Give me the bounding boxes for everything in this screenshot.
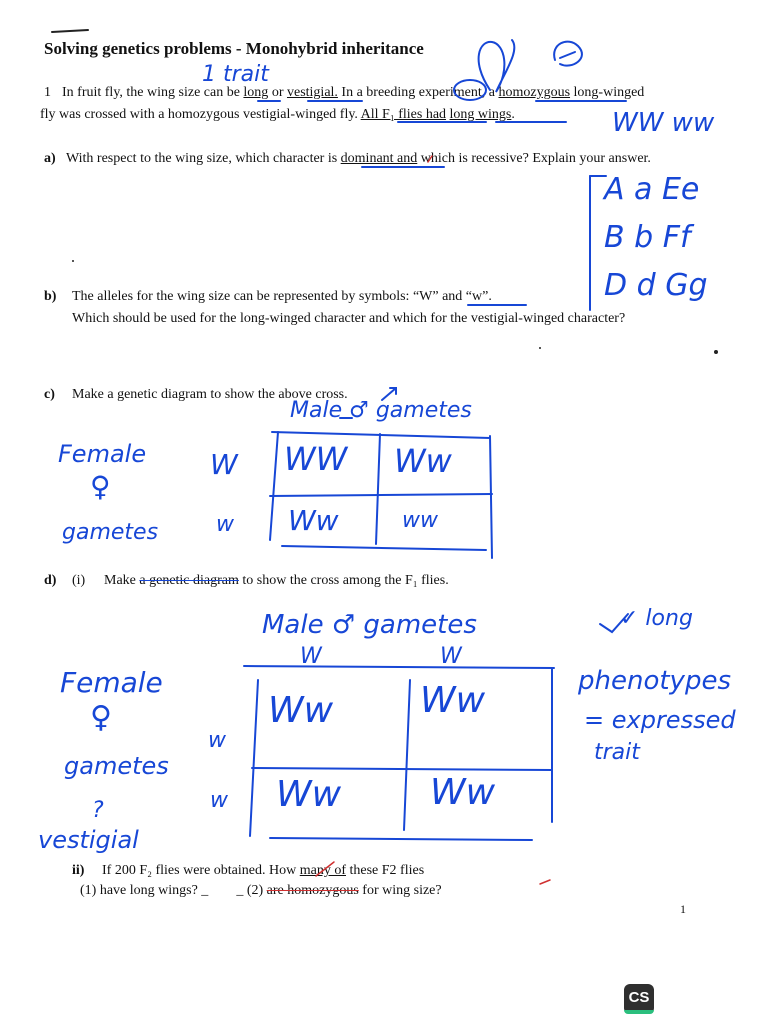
camscanner-logo: CS bbox=[624, 984, 654, 1014]
q1-word-long: long bbox=[243, 85, 269, 100]
cross2-female-label: Female bbox=[60, 666, 163, 699]
cross2-cell-r1c1: Ww bbox=[268, 690, 334, 731]
qd2-word-many: many of bbox=[299, 863, 346, 878]
qb-line1: The alleles for the wing size can be represented by symbols: “W” and “w”. bbox=[72, 289, 492, 304]
hw-letters-row1: A a Ee bbox=[604, 172, 700, 207]
qd2-line2 bbox=[80, 882, 442, 900]
q1-word-vestigial: vestigial. bbox=[286, 85, 338, 100]
qd2-sub: ii) bbox=[72, 863, 85, 878]
q1-text: In fruit fly, the wing size can be bbox=[62, 85, 244, 100]
qd-label: d) bbox=[44, 573, 57, 588]
q1-line1 bbox=[62, 84, 644, 102]
cross1-cell-r1c2: Ww bbox=[394, 442, 452, 480]
cross2-cell-r1c2: Ww bbox=[420, 680, 486, 721]
qc-label: c) bbox=[44, 387, 55, 402]
hw-letters-row2: B b Ff bbox=[604, 220, 691, 255]
hw-genotypes: WW ww bbox=[612, 108, 715, 138]
qd2-text-part: for wing size? bbox=[358, 883, 442, 898]
cross1-male-label: Male ♂ gametes bbox=[290, 398, 472, 423]
cross1-female-gametes: gametes bbox=[62, 520, 159, 545]
qa-text-part: which is recessive? Explain your answer. bbox=[417, 151, 651, 166]
cross2-cell-r2c2: Ww bbox=[430, 772, 496, 813]
q1-text: or bbox=[268, 85, 287, 100]
qb-line2: Which should be used for the long-winged character and which for the vestigial-winged character? bbox=[72, 311, 626, 326]
hw-letters-row3: D d Gg bbox=[604, 268, 708, 303]
qa-label: a) bbox=[44, 151, 56, 166]
cross2-trait: trait bbox=[594, 740, 640, 765]
cross1-row-header-1: W bbox=[210, 448, 238, 481]
cross2-question-mark: ? bbox=[92, 798, 104, 823]
cross2-male-label: Male ♂ gametes bbox=[262, 610, 477, 640]
qd-struck-text: a genetic diagram bbox=[139, 573, 239, 588]
hw-trait: 1 trait bbox=[202, 62, 269, 87]
qd-text bbox=[104, 572, 449, 590]
cross1-female-symbol: ♀ bbox=[90, 470, 111, 503]
cross1-female-label: Female bbox=[58, 440, 147, 468]
qc-text: Make a genetic diagram to show the above cross. bbox=[72, 387, 348, 402]
qd-text-part: to show the cross among the F₁ flies. bbox=[238, 573, 449, 588]
cross2-col-header-1: W bbox=[300, 644, 322, 669]
page-number: 1 bbox=[680, 902, 686, 916]
qd2-text-part: (1) have long wings? _ bbox=[80, 883, 209, 898]
q1-text: . bbox=[511, 107, 515, 122]
q1-text: In a breeding experiment, a bbox=[337, 85, 499, 100]
cross2-vestigial-note: vestigial bbox=[38, 826, 139, 854]
cross2-phenotypes: phenotypes bbox=[578, 666, 731, 696]
qa-word-dominant: dominant and bbox=[340, 151, 418, 166]
cross1-row-header-2: w bbox=[216, 512, 234, 537]
page-title: Solving genetics problems - Monohybrid inheritance bbox=[44, 39, 424, 58]
qb-label: b) bbox=[44, 289, 57, 304]
qd2-text-part: _ (2) bbox=[236, 883, 267, 898]
cross2-cell-r2c1: Ww bbox=[276, 774, 342, 815]
cross2-long-note: ✓ long bbox=[620, 606, 693, 631]
q1-word-long-wings: long wings bbox=[449, 107, 512, 122]
cross1-cell-r2c1: Ww bbox=[288, 504, 339, 537]
qd2-text-part: If 200 F₂ flies were obtained. How bbox=[102, 863, 300, 878]
cross2-col-header-2: W bbox=[440, 644, 462, 669]
qd-text-part: Make bbox=[104, 573, 140, 588]
qd2-line1 bbox=[102, 862, 424, 880]
cross2-expressed: = expressed bbox=[584, 706, 736, 734]
cross2-row-header-1: w bbox=[208, 728, 226, 753]
q1-text: long-winged bbox=[570, 85, 645, 100]
qd-sub: (i) bbox=[72, 573, 86, 588]
qd2-word-are-homozygous: are homozygous bbox=[266, 883, 359, 898]
q1-text: fly was crossed with a homozygous vestigial-winged fly. bbox=[40, 107, 361, 122]
q1-word-homozygous: homozygous bbox=[498, 85, 571, 100]
cross1-cell-r2c2: ww bbox=[402, 508, 438, 533]
cross2-female-gametes: gametes bbox=[64, 752, 169, 780]
cross2-female-symbol: ♀ bbox=[90, 700, 112, 735]
qd2-text-part: these F2 flies bbox=[346, 863, 425, 878]
qa-text-part: With respect to the wing size, which character is bbox=[66, 151, 341, 166]
q1-line2 bbox=[40, 106, 515, 124]
cross1-cell-r1c1: WW bbox=[284, 440, 348, 478]
cross2-row-header-2: w bbox=[210, 788, 228, 813]
qa-text bbox=[66, 150, 651, 168]
q1-word-f1: All F₁ flies had bbox=[360, 107, 447, 122]
q1-number: 1 bbox=[44, 85, 51, 100]
